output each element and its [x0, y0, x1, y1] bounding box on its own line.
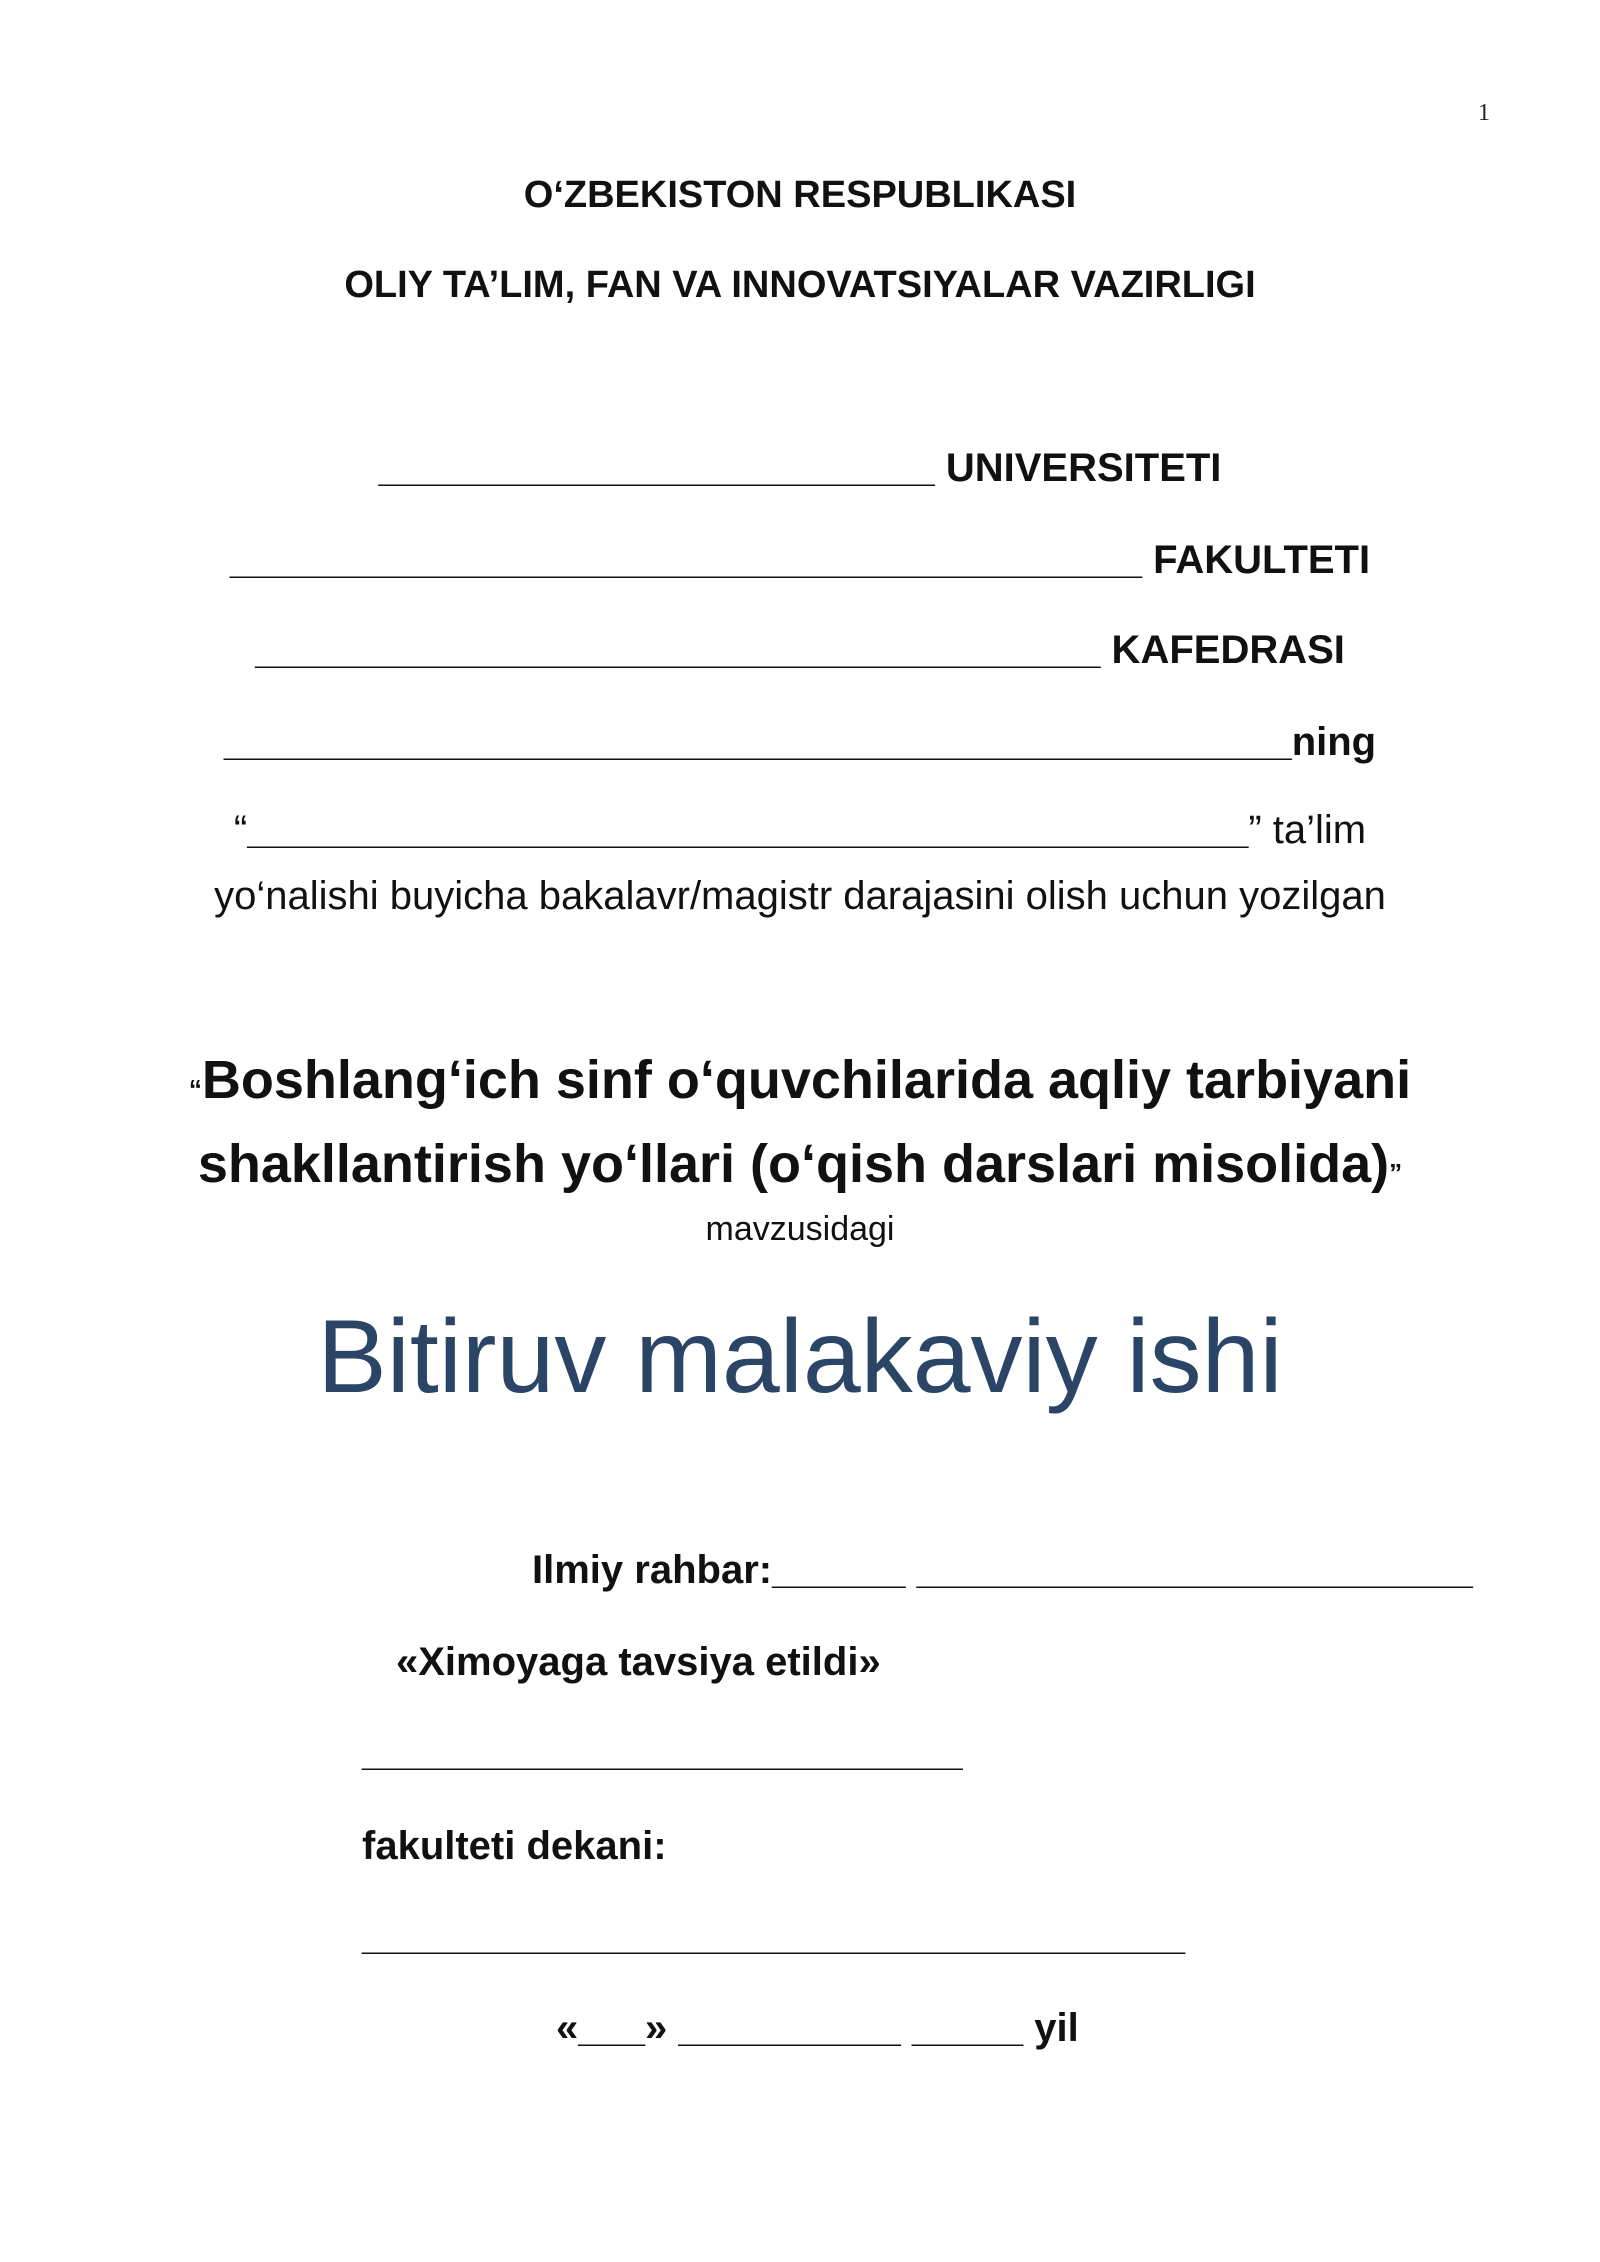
direction-close: ” ta’lim: [1248, 808, 1367, 852]
document-title: Bitiruv malakaviy ishi: [317, 1299, 1283, 1415]
recommended-line: «Ximoyaga tavsiya etildi»: [396, 1640, 881, 1684]
header-ministry: OLIY TA’LIM, FAN VA INNOVATSIYALAR VAZIRLIGI: [344, 264, 1256, 306]
direction-description: yo‘nalishi buyicha bakalavr/magistr darajasini olish uchun yozilgan: [214, 874, 1386, 918]
topic-line-2: [0, 1122, 1600, 1215]
university-line: _________________________ UNIVERSITETI: [378, 446, 1222, 490]
topic-text-1: Boshlang‘ich sinf o‘quvchilarida aqliy tarbiyani: [201, 1050, 1412, 1110]
page-number: 1: [1478, 100, 1490, 126]
dean-label: fakulteti dekani:: [362, 1824, 667, 1868]
topic-text-2: shakllantirish yo‘llari (o‘qish darslari misolida): [197, 1134, 1390, 1194]
topic-open-quote: “: [188, 1074, 202, 1104]
direction-open-quote: “: [233, 808, 248, 852]
supervisor-line: Ilmiy rahbar:______ _________________________: [532, 1548, 1473, 1592]
signature-blank-2: _____________________________________: [362, 1914, 1186, 1958]
direction-blank: _____________________________________________: [247, 808, 1249, 852]
direction-line: [0, 808, 1600, 853]
signature-blank-1: ___________________________: [362, 1730, 963, 1774]
topic-line-1: [0, 1038, 1600, 1131]
student-line: ________________________________________________ning: [223, 720, 1377, 764]
faculty-line: _________________________________________ FAKULTETI: [229, 538, 1371, 582]
date-line: «___» __________ _____ yil: [556, 2006, 1079, 2050]
topic-close-quote: ”: [1389, 1158, 1403, 1188]
department-line: ______________________________________ KAFEDRASI: [255, 628, 1345, 672]
header-country: O‘ZBEKISTON RESPUBLIKASI: [523, 174, 1077, 216]
topic-suffix: mavzusidagi: [705, 1210, 895, 1248]
